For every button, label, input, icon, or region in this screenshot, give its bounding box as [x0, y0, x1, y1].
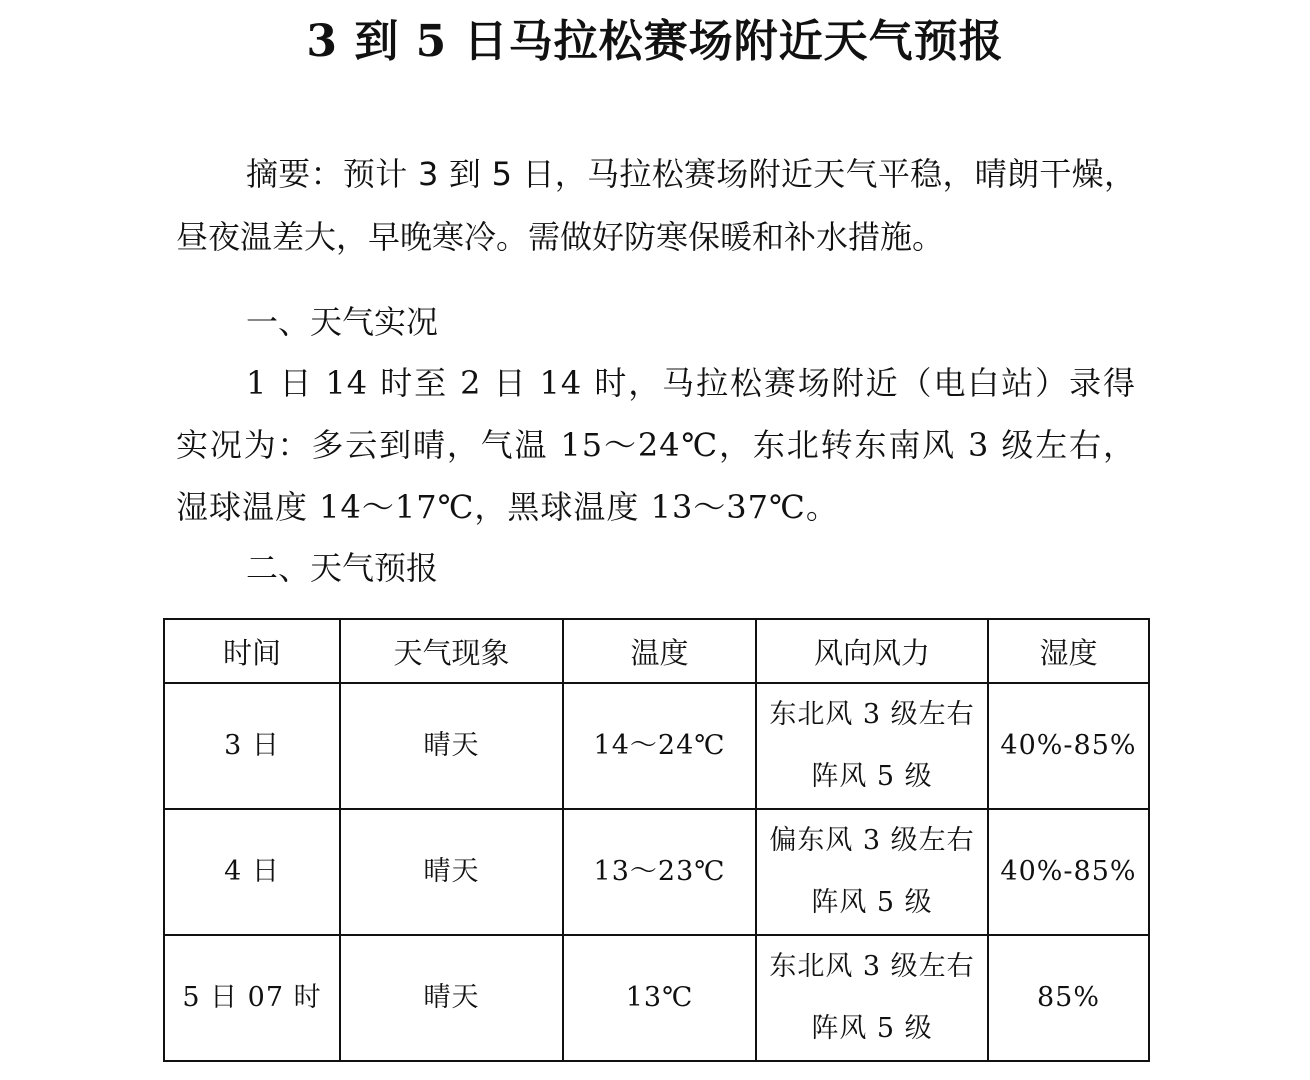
- table-row: [164, 683, 1149, 809]
- header-weather: 天气现象: [340, 619, 563, 683]
- header-humidity: 湿度: [988, 619, 1149, 683]
- cell-wind: [756, 809, 988, 935]
- cell-time: 5 日 07 时: [164, 935, 340, 1061]
- cell-weather: 晴天: [340, 809, 563, 935]
- wind-direction: 偏东风 3 级左右: [769, 825, 975, 856]
- summary-paragraph: 摘要：预计 3 到 5 日，马拉松赛场附近天气平稳，晴朗干燥，昼夜温差大，早晚寒冷。需做好防寒保暖和补水措施。: [176, 155, 1136, 256]
- section-heading-forecast: 二、天气预报: [246, 549, 439, 587]
- wind-gust: 阵风 5 级: [811, 761, 933, 792]
- cell-humidity: 40%-85%: [988, 809, 1149, 935]
- wind-gust: 阵风 5 级: [811, 887, 933, 918]
- wind-direction: 东北风 3 级左右: [769, 699, 975, 730]
- table-row: [164, 935, 1149, 1061]
- cell-temperature: 13℃: [563, 935, 756, 1061]
- cell-weather: 晴天: [340, 935, 563, 1061]
- cell-humidity: 40%-85%: [988, 683, 1149, 809]
- header-temperature: 温度: [563, 619, 756, 683]
- observations-paragraph: 1 日 14 时至 2 日 14 时，马拉松赛场附近（电白站）录得实况为：多云到晴，气温 15～24℃，东北转东南风 3 级左右，湿球温度 14～17℃，黑球温度 13～37℃。: [176, 364, 1136, 526]
- cell-temperature: 14～24℃: [563, 683, 756, 809]
- cell-temperature: 13～23℃: [563, 809, 756, 935]
- table-row: [164, 809, 1149, 935]
- cell-humidity: 85%: [988, 935, 1149, 1061]
- wind-direction: 东北风 3 级左右: [769, 951, 975, 982]
- cell-time: 4 日: [164, 809, 340, 935]
- cell-wind: [756, 683, 988, 809]
- cell-wind: [756, 935, 988, 1061]
- cell-time: 3 日: [164, 683, 340, 809]
- header-wind: 风向风力: [756, 619, 988, 683]
- table-header-row: [164, 619, 1149, 683]
- header-time: 时间: [164, 619, 340, 683]
- forecast-table: [163, 618, 1150, 1062]
- section-heading-observations: 一、天气实况: [246, 303, 439, 341]
- cell-weather: 晴天: [340, 683, 563, 809]
- document-title: 3 到 5 日马拉松赛场附近天气预报: [306, 16, 1004, 67]
- wind-gust: 阵风 5 级: [811, 1013, 933, 1044]
